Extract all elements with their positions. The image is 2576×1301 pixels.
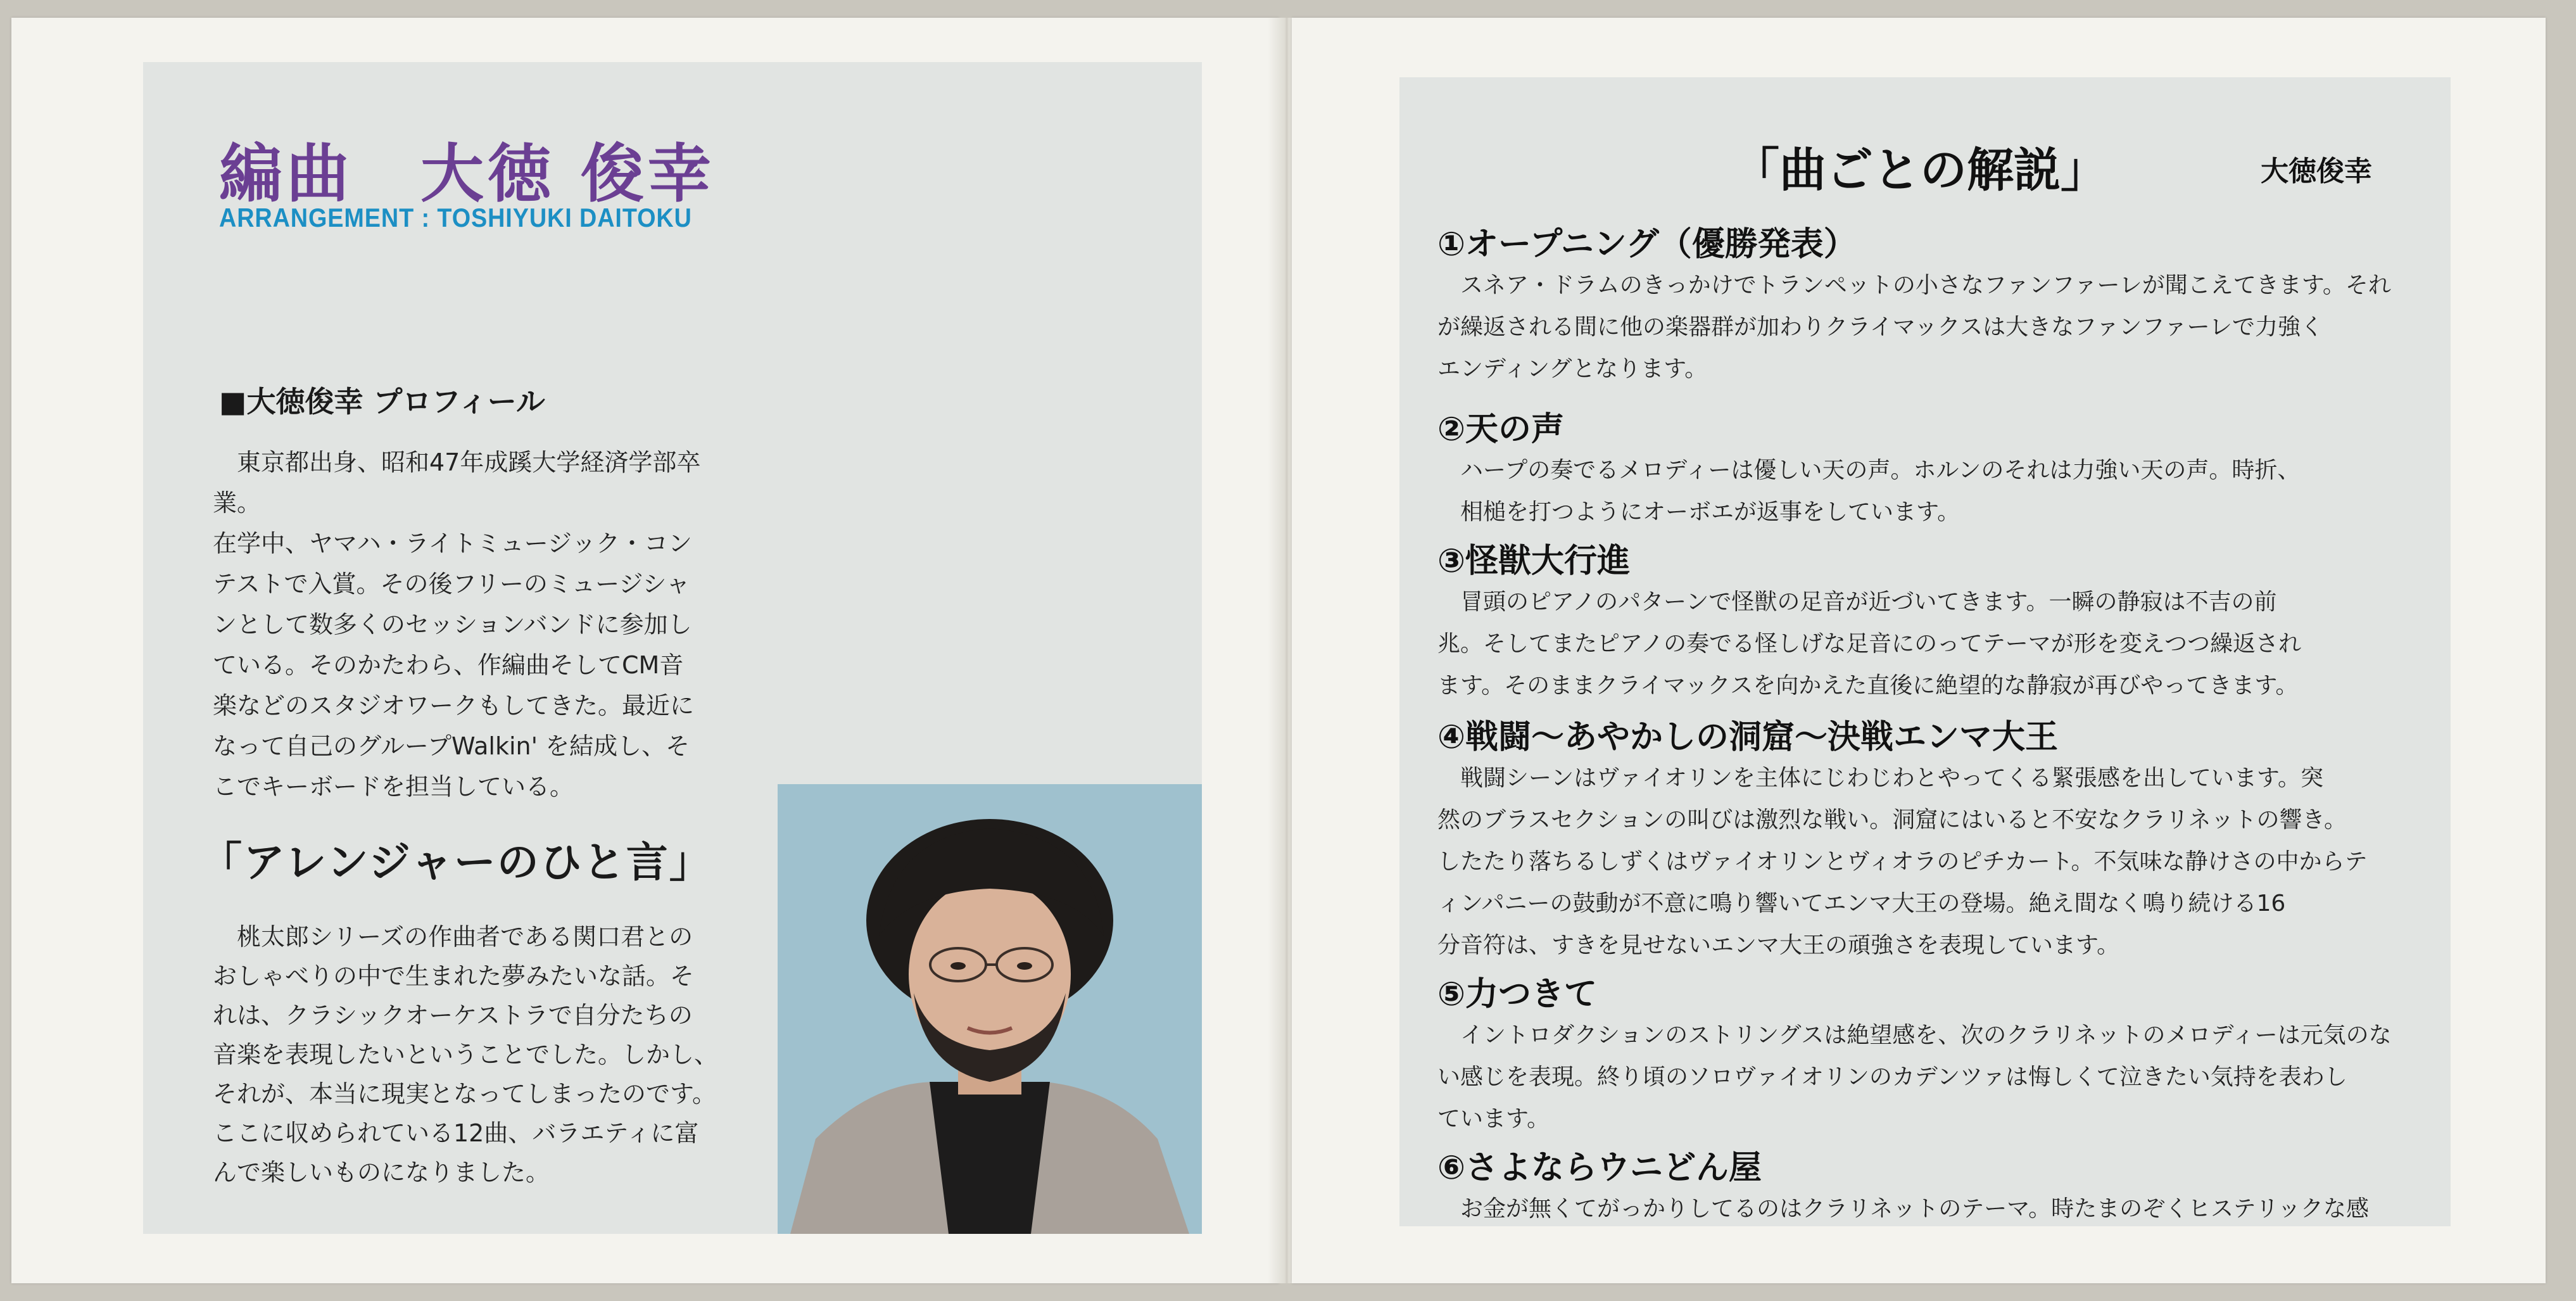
description-line: ハープの奏でるメロディーは優しい天の声。ホルンのそれは力強い天の声。時折、: [1437, 457, 2301, 483]
arranger-title-english: ARRANGEMENT : TOSHIYUKI DAITOKU: [219, 203, 692, 232]
profile-line: ている。そのかたわら、作編曲そしてCM音: [213, 651, 684, 679]
profile-line: なって自己のグループWalkin' を結成し、そ: [213, 732, 690, 760]
right-panel: [1399, 77, 2451, 1226]
description-line: 相槌を打つようにオーボエが返事をしています。: [1437, 499, 1960, 525]
description-line: ています。: [1437, 1106, 1550, 1132]
quote-line: 音楽を表現したいということでした。しかし、: [213, 1041, 719, 1069]
track-title: ③怪獣大行進: [1437, 542, 1631, 580]
track-description: [1437, 1188, 2432, 1230]
description-line: イントロダクションのストリングスは絶望感を、次のクラリネットのメロディーは元気のな: [1437, 1022, 2392, 1048]
track-description: [1437, 581, 2432, 707]
track-title: ②天の声: [1437, 410, 1565, 448]
profile-line: ンとして数多くのセッションバンドに参加し: [213, 611, 692, 638]
arranger-title: 編曲 大徳 俊幸: [219, 137, 715, 211]
track-entry: [1437, 541, 2432, 707]
profile-line: 在学中、ヤマハ・ライトミュージック・コン: [213, 530, 692, 557]
track-commentary-title: 「曲ごとの解説」: [1733, 143, 2107, 198]
commentary-author: 大徳俊幸: [2261, 155, 2372, 187]
profile-line: 業。: [213, 489, 262, 517]
track-description: [1437, 265, 2432, 390]
track-title: ④戦闘～あやかしの洞窟～決戦エンマ大王: [1437, 718, 2059, 756]
portrait-illustration: [778, 784, 1202, 1234]
profile-heading: ■大徳俊幸 プロフィール: [219, 384, 545, 419]
description-line: 然のブラスセクションの叫びは激烈な戦い。洞窟にはいると不安なクラリネットの響き。: [1437, 807, 2347, 833]
description-line: ィンパニーの鼓動が不意に鳴り響いてエンマ大王の登場。絶え間なく鳴り続ける16: [1437, 891, 2286, 917]
quote-line: 桃太郎シリーズの作曲者である関口君との: [213, 923, 693, 951]
description-line: 戦闘シーンはヴァイオリンを主体にじわじわとやってくる緊張感を出しています。突: [1437, 765, 2323, 791]
track-description: [1437, 758, 2432, 967]
track-entry: [1437, 1148, 2432, 1230]
quote-line: んで楽しいものになりました。: [213, 1158, 550, 1186]
arranger-quote-heading: 「アレンジャーのひと言」: [200, 837, 712, 887]
profile-line: 東京都出身、昭和47年成蹊大学経済学部卒: [213, 448, 701, 476]
track-entry: [1437, 717, 2432, 967]
description-line: したたり落ちるしずくはヴァイオリンとヴィオラのピチカート。不気味な静けさの中からテ: [1437, 849, 2368, 875]
quote-line: おしゃべりの中で生まれた夢みたいな話。そ: [213, 962, 695, 990]
description-line: 冒頭のピアノのパターンで怪獣の足音が近づいてきます。一瞬の静寂は不吉の前: [1437, 589, 2277, 615]
profile-line: テストで入賞。その後フリーのミュージシャ: [213, 570, 690, 598]
description-line: 分音符は、すきを見せないエンマ大王の頑強さを表現しています。: [1437, 932, 2120, 958]
description-line: ます。そのままクライマックスを向かえた直後に絶望的な静寂が再びやってきます。: [1437, 673, 2299, 699]
profile-line: こでキーボードを担当している。: [213, 773, 574, 801]
left-panel: [143, 62, 1202, 1234]
quote-line: ここに収められている12曲、バラエティに富: [213, 1119, 699, 1147]
track-title: ①オープニング（優勝発表）: [1437, 225, 1857, 263]
track-entry: [1437, 409, 2432, 533]
description-line: エンディングとなります。: [1437, 356, 1708, 382]
description-line: 兆。そしてまたピアノの奏でる怪しげな足音にのってテーマが形を変えつつ繰返され: [1437, 631, 2302, 657]
arranger-quote-text: [213, 917, 783, 1192]
track-description: [1437, 450, 2432, 533]
profile-text: [213, 442, 751, 807]
description-line: が繰返される間に他の楽器群が加わりクライマックスは大きなファンファーレで力強く: [1437, 314, 2323, 340]
track-description: [1437, 1015, 2432, 1140]
arranger-portrait-photo: [778, 784, 1202, 1234]
description-line: スネア・ドラムのきっかけでトランペットの小さなファンファーレが聞こえてきます。それ: [1437, 272, 2391, 298]
track-entry: [1437, 224, 2432, 390]
description-line: お金が無くてがっかりしてるのはクラリネットのテーマ。時たまのぞくヒステリックな感: [1437, 1196, 2369, 1222]
track-entry: [1437, 974, 2432, 1140]
track-title: ⑥さよならウニどん屋: [1437, 1149, 1762, 1187]
track-title: ⑤力つきて: [1437, 975, 1598, 1013]
right-page: [1292, 18, 2546, 1283]
left-page: [11, 18, 1279, 1283]
description-line: い感じを表現。終り頃のソロヴァイオリンのカデンツァは悔しくて泣きたい気持を表わし: [1437, 1064, 2347, 1090]
quote-line: れは、クラシックオーケストラで自分たちの: [213, 1001, 693, 1029]
profile-line: 楽などのスタジオワークもしてきた。最近に: [213, 692, 695, 720]
quote-line: それが、本当に現実となってしまったのです。: [213, 1080, 716, 1108]
